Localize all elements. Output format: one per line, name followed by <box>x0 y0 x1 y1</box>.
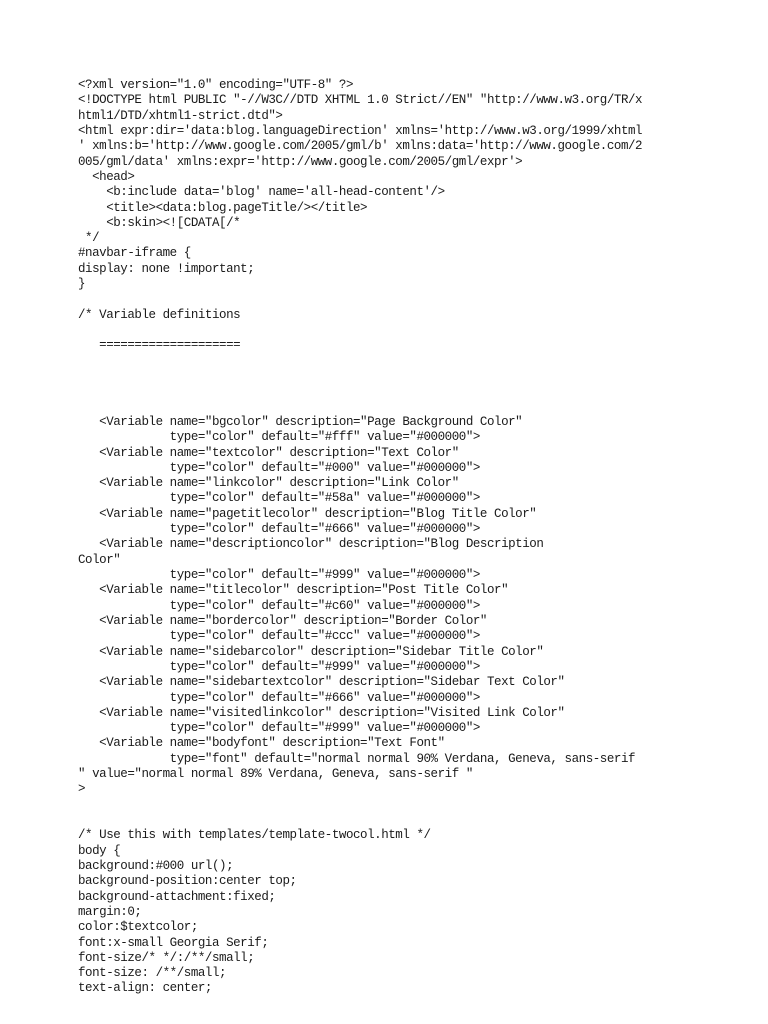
code-line: type="color" default="#c60" value="#000000"> <box>78 598 480 613</box>
code-line: <Variable name="sidebartextcolor" description="Sidebar Text Color" <box>78 675 565 690</box>
code-line: <Variable name="pagetitlecolor" description="Blog Title Color" <box>78 506 537 521</box>
code-line: <head> <box>78 169 135 184</box>
code-line: <html expr:dir='data:blog.languageDirection' xmlns='http://www.w3.org/1999/xhtml <box>78 123 643 138</box>
code-line: <Variable name="bgcolor" description="Page Background Color" <box>78 414 523 429</box>
code-line <box>78 384 698 399</box>
code-line: font-size: /**/small; <box>78 966 227 981</box>
code-line: <b:include data='blog' name='all-head-content'/> <box>78 185 445 200</box>
code-line: body { <box>78 843 121 858</box>
code-line: color:$textcolor; <box>78 920 198 935</box>
code-line: #navbar-iframe { <box>78 246 191 261</box>
code-line: " value="normal normal 89% Verdana, Geneva, sans-serif " <box>78 767 473 782</box>
code-line: <b:skin><![CDATA[/* <box>78 215 241 230</box>
code-line: <title><data:blog.pageTitle/></title> <box>78 200 368 215</box>
code-line <box>78 292 698 307</box>
code-line: type="color" default="#ccc" value="#000000"> <box>78 629 480 644</box>
code-line: type="color" default="#000" value="#000000"> <box>78 460 480 475</box>
code-line <box>78 813 698 828</box>
code-line <box>78 354 698 369</box>
code-line: ' xmlns:b='http://www.google.com/2005/gml/b' xmlns:data='http://www.google.com/2 <box>78 139 643 154</box>
code-line: <Variable name="bordercolor" description="Border Color" <box>78 613 487 628</box>
code-line: background-attachment:fixed; <box>78 889 276 904</box>
code-line: <Variable name="bodyfont" description="Text Font" <box>78 736 445 751</box>
code-line: } <box>78 277 86 292</box>
code-line: type="color" default="#58a" value="#000000"> <box>78 491 480 506</box>
code-line: type="font" default="normal normal 90% Verdana, Geneva, sans-serif <box>78 751 636 766</box>
code-line: /* Variable definitions <box>78 307 241 322</box>
code-line: ==================== <box>78 338 241 353</box>
code-line: <Variable name="visitedlinkcolor" description="Visited Link Color" <box>78 705 565 720</box>
code-line: <Variable name="textcolor" description="Text Color" <box>78 445 459 460</box>
code-line <box>78 798 698 813</box>
code-line: background-position:center top; <box>78 874 297 889</box>
code-line: > <box>78 782 86 797</box>
code-line: 005/gml/data' xmlns:expr='http://www.google.com/2005/gml/expr'> <box>78 154 523 169</box>
code-document <box>78 78 698 997</box>
code-line: html1/DTD/xhtml1-strict.dtd"> <box>78 108 283 123</box>
code-line: type="color" default="#999" value="#000000"> <box>78 568 480 582</box>
code-line: display: none !important; <box>78 261 255 276</box>
code-line: type="color" default="#999" value="#000000"> <box>78 721 480 736</box>
code-line: type="color" default="#666" value="#000000"> <box>78 690 480 705</box>
code-line <box>78 369 698 384</box>
code-line: <Variable name="descriptioncolor" description="Blog Description <box>78 537 544 552</box>
code-line: type="color" default="#666" value="#000000"> <box>78 522 480 537</box>
code-line: font-size/* */:/**/small; <box>78 950 255 965</box>
code-line: /* Use this with templates/template-twocol.html */ <box>78 828 431 843</box>
code-line: Color" <box>78 552 121 567</box>
code-line: <?xml version="1.0" encoding="UTF-8" ?> <box>78 78 353 92</box>
code-line: <Variable name="sidebarcolor" description="Sidebar Title Color" <box>78 644 544 659</box>
code-line: text-align: center; <box>78 981 212 996</box>
code-line: font:x-small Georgia Serif; <box>78 935 269 950</box>
code-line: <Variable name="linkcolor" description="Link Color" <box>78 476 459 491</box>
code-line: type="color" default="#fff" value="#000000"> <box>78 430 480 445</box>
code-line <box>78 400 698 415</box>
code-line: <!DOCTYPE html PUBLIC "-//W3C//DTD XHTML 1.0 Strict//EN" "http://www.w3.org/TR/x <box>78 93 643 108</box>
code-line: */ <box>78 231 100 246</box>
code-line: type="color" default="#999" value="#000000"> <box>78 659 480 674</box>
code-line: background:#000 url(); <box>78 858 234 873</box>
code-line <box>78 323 698 338</box>
code-line: margin:0; <box>78 904 142 919</box>
code-line: <Variable name="titlecolor" description="Post Title Color" <box>78 583 509 598</box>
